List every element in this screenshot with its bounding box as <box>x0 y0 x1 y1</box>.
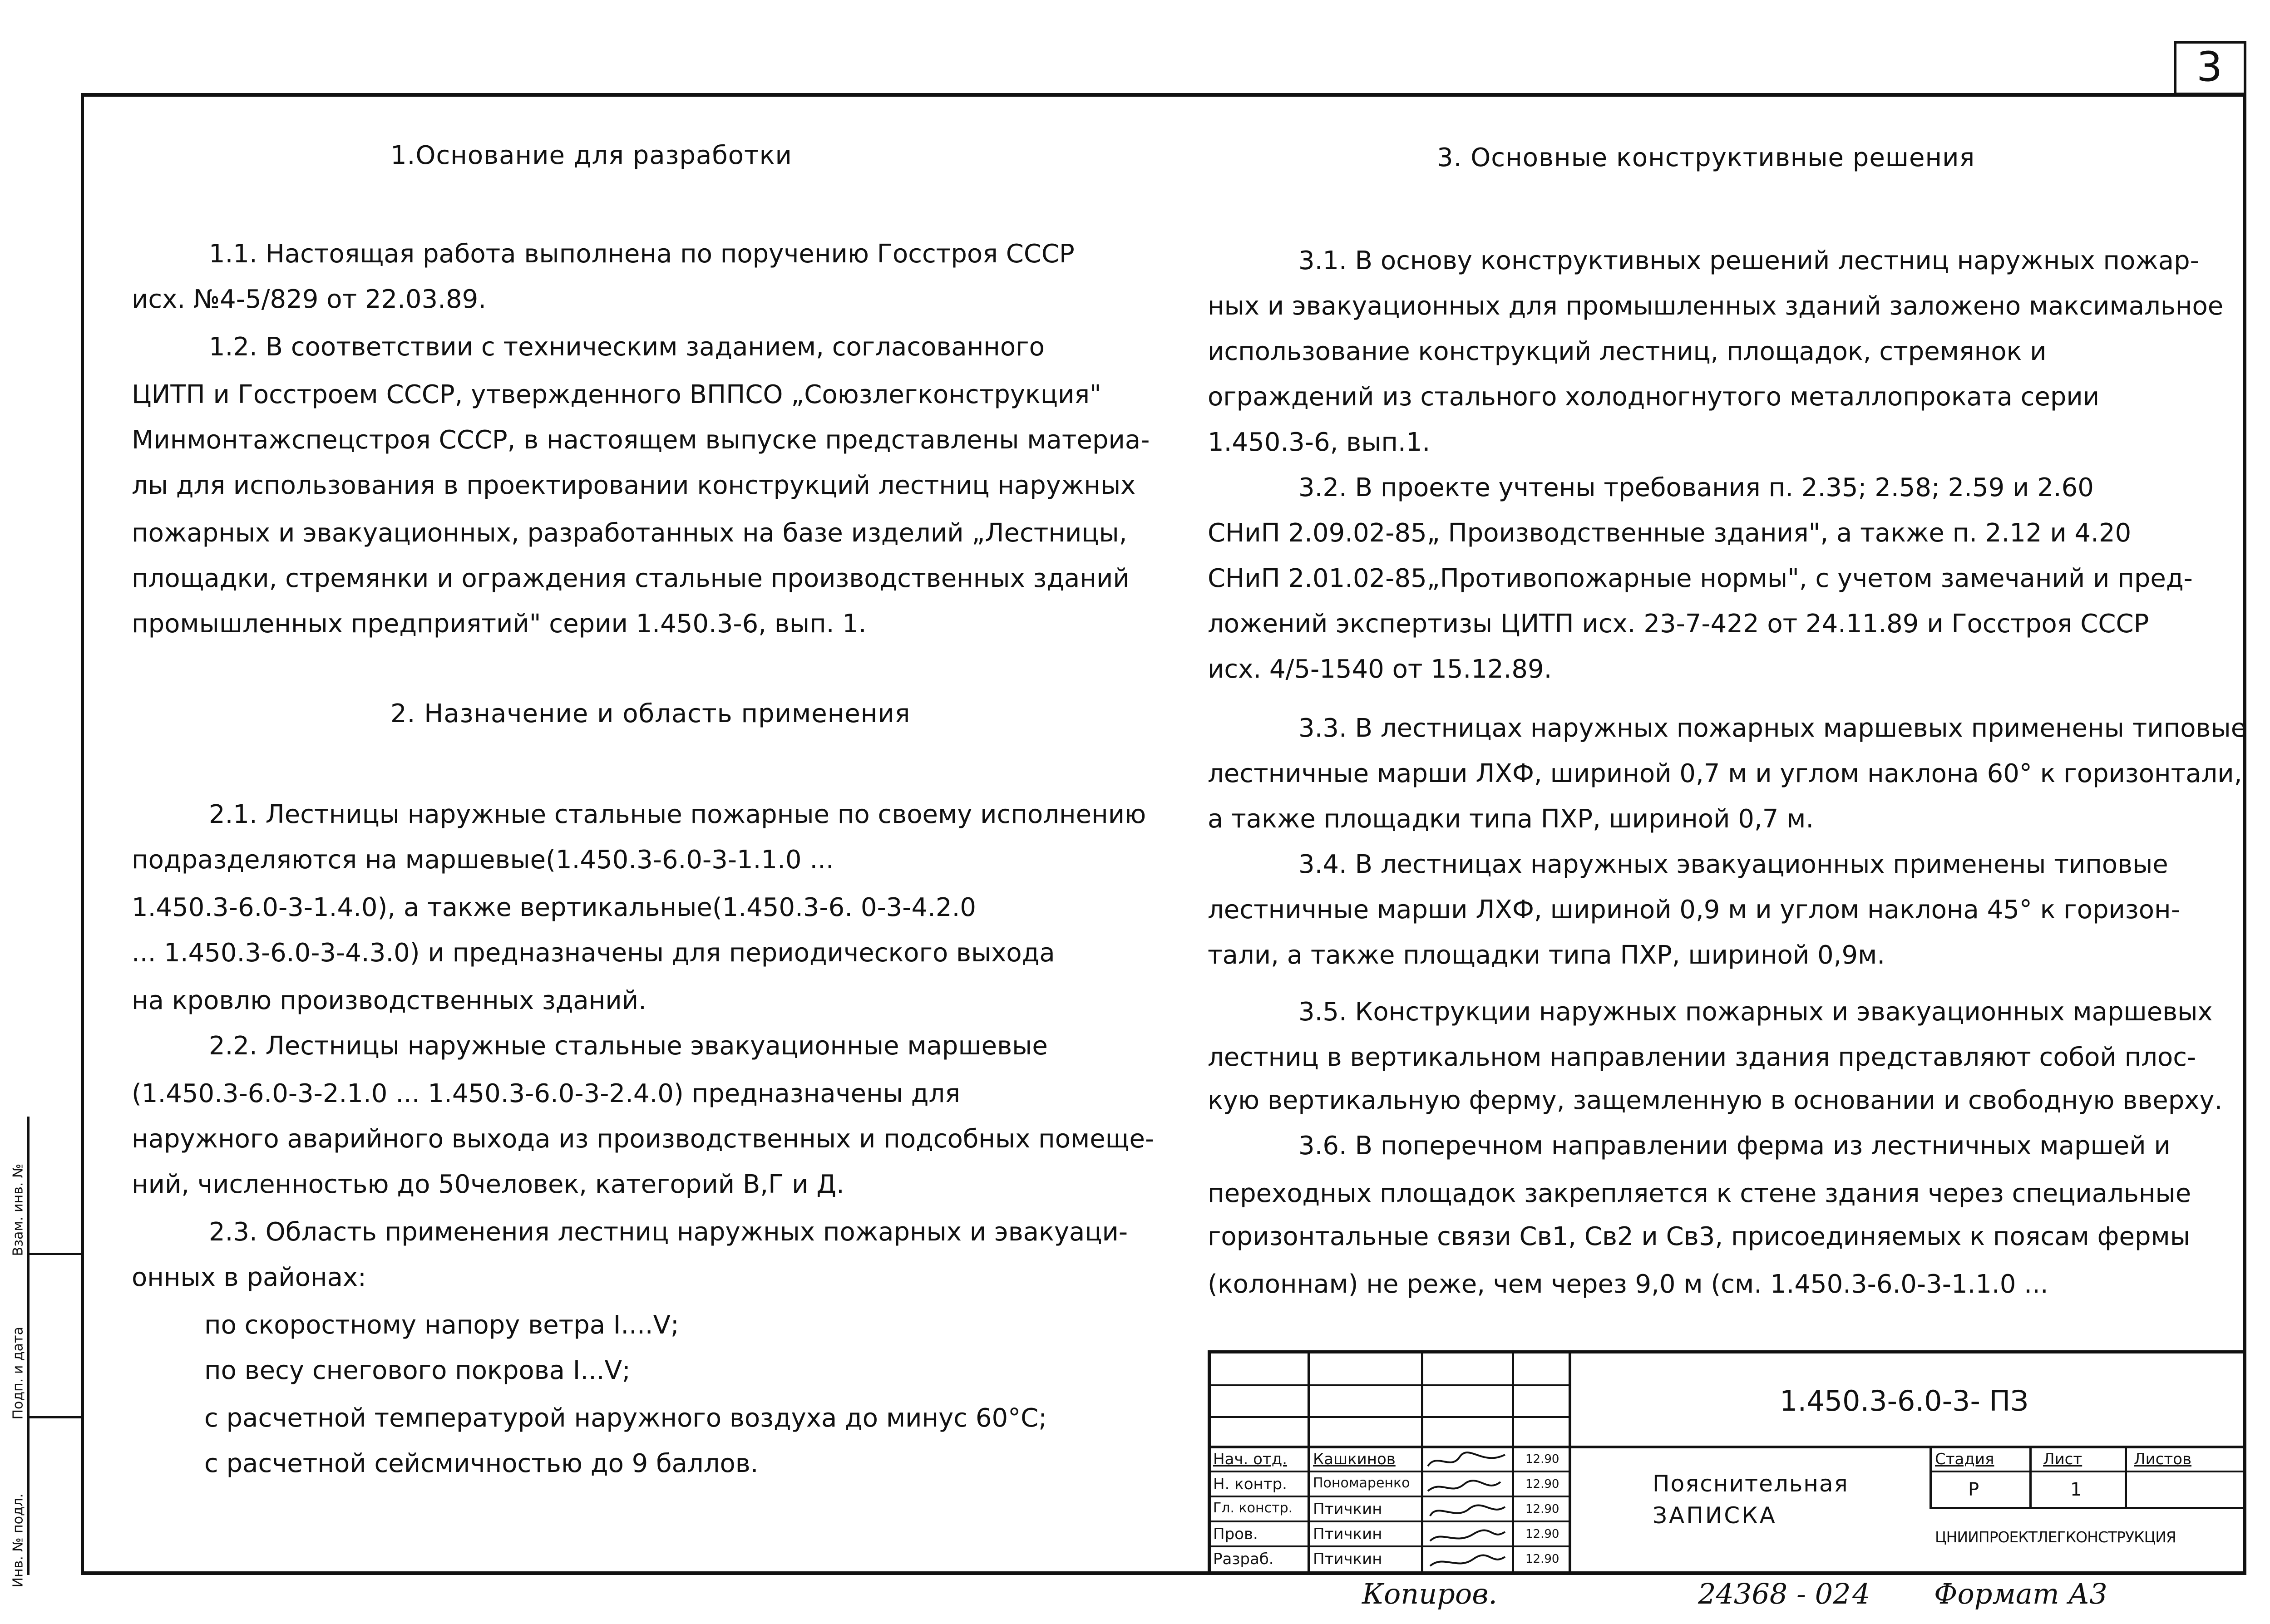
tb-hline-5 <box>1208 1496 1571 1497</box>
name-1: Пономаренко <box>1313 1475 1410 1491</box>
s3-line-12: а также площадки типа ПХР, шириной 0,7 м. <box>1208 804 1814 834</box>
tb-hline-3 <box>1208 1446 2245 1448</box>
s2-line-3: ... 1.450.3-6.0-3-4.3.0) и предназначены для периодического выхода <box>132 938 1055 968</box>
s1-line-0: 1.1. Настоящая работа выполнена по поручению Госстроя СССР <box>209 239 1075 269</box>
role-1: Н. контр. <box>1213 1475 1287 1493</box>
inventory-sheet: 4 <box>1852 1577 1870 1610</box>
s2-line-4: на кровлю производственных зданий. <box>132 986 646 1015</box>
s1-line-2: 1.2. В соответствии с техническим заданием, согласованного <box>209 332 1045 362</box>
margin-label-sign: Подп. и дата <box>10 1327 26 1420</box>
signatures <box>1423 1448 1512 1573</box>
tb-vline-sheets <box>2125 1446 2127 1509</box>
sheet-header: Лист <box>2043 1450 2082 1468</box>
role-0: Нач. отд. <box>1213 1450 1288 1468</box>
s2-line-7: наружного аварийного выхода из производственных и подсобных помеще- <box>132 1124 1155 1154</box>
stage-value: Р <box>1968 1479 1979 1500</box>
s3-line-15: тали, а также площадки типа ПХР, шириной 0,9м. <box>1208 940 1885 970</box>
section1-title: 1.Основание для разработки <box>390 141 792 170</box>
s3-line-9: исх. 4/5-1540 от 15.12.89. <box>1208 655 1552 684</box>
sheet-number: 3 <box>2196 43 2223 91</box>
sheets-header: Листов <box>2134 1450 2192 1468</box>
date-3: 12.90 <box>1525 1527 1559 1541</box>
date-0: 12.90 <box>1525 1452 1559 1466</box>
tb-hline-6 <box>1208 1521 1571 1522</box>
stage-header: Стадия <box>1935 1450 1994 1468</box>
role-2: Гл. констр. <box>1213 1500 1293 1516</box>
s1-line-4: Минмонтажспецстроя СССР, в настоящем выпуске представлены материа- <box>132 425 1150 455</box>
tb-vline-4 <box>1569 1350 1571 1573</box>
s3-line-0: 3.1. В основу конструктивных решений лестниц наружных пожар- <box>1298 246 2199 276</box>
margin-strip-divider-2 <box>27 1416 82 1418</box>
tb-hline-2 <box>1208 1416 1571 1418</box>
role-3: Пров. <box>1213 1525 1258 1543</box>
signature-1 <box>1428 1452 1505 1466</box>
s2-line-13: с расчетной температурой наружного воздуха до минус 60°С; <box>204 1403 1047 1433</box>
s3-line-11: лестничные марши ЛХФ, шириной 0,7 м и углом наклона 60° к горизонтали, <box>1208 759 2242 788</box>
s3-line-18: кую вертикальную ферму, защемленную в основании и свободную вверху. <box>1208 1086 2223 1115</box>
name-3: Птичкин <box>1313 1525 1382 1543</box>
s1-line-3: ЦИТП и Госстроем СССР, утвержденного ВППСО „Союзлегконструкция" <box>132 380 1101 409</box>
s3-line-16: 3.5. Конструкции наружных пожарных и эвакуационных маршевых <box>1298 997 2213 1027</box>
s3-line-22: (колоннам) не реже, чем через 9,0 м (см. 1.450.3-6.0-3-1.1.0 ... <box>1208 1270 2048 1299</box>
s1-line-8: промышленных предприятий" серии 1.450.3-6, вып. 1. <box>132 609 867 639</box>
s3-line-10: 3.3. В лестницах наружных пожарных маршевых применены типовые <box>1298 714 2247 743</box>
frame-left <box>81 93 84 1575</box>
date-2: 12.90 <box>1525 1502 1559 1516</box>
s2-line-2: 1.450.3-6.0-3-1.4.0), а также вертикальные(1.450.3-6. 0-3-4.2.0 <box>132 893 977 922</box>
s1-line-6: пожарных и эвакуационных, разработанных на базе изделий „Лестницы, <box>132 518 1127 548</box>
s2-line-14: с расчетной сейсмичностью до 9 баллов. <box>204 1449 759 1478</box>
s3-line-6: СНиП 2.09.02-85„ Производственные здания", а также п. 2.12 и 4.20 <box>1208 518 2132 548</box>
s2-line-10: онных в районах: <box>132 1263 366 1292</box>
s3-line-13: 3.4. В лестницах наружных эвакуационных применены типовые <box>1298 850 2168 879</box>
document-title-line1: Пояснительная <box>1653 1471 1849 1497</box>
s3-line-19: 3.6. В поперечном направлении ферма из лестничных маршей и <box>1298 1131 2171 1161</box>
s3-line-7: СНиП 2.01.02-85„Противопожарные нормы", с учетом замечаний и пред- <box>1208 564 2193 593</box>
tb-hline-stage <box>1930 1471 2245 1472</box>
name-2: Птичкин <box>1313 1500 1382 1518</box>
margin-label-inv: Инв. № подл. <box>10 1493 26 1588</box>
document-title-line2: ЗАПИСКА <box>1653 1502 1777 1529</box>
s3-line-3: ограждений из стального холодногнутого металлопроката серии <box>1208 382 2100 412</box>
s2-line-12: по весу снегового покрова I...V; <box>204 1356 631 1385</box>
s3-line-17: лестниц в вертикальном направлении здания представляют собой плос- <box>1208 1043 2196 1072</box>
name-0: Кашкинов <box>1313 1450 1396 1468</box>
date-4: 12.90 <box>1525 1552 1559 1566</box>
section2-title: 2. Назначение и область применения <box>390 699 911 728</box>
frame-top <box>81 93 2246 97</box>
signature-3 <box>1430 1505 1505 1516</box>
s1-line-5: лы для использования в проектировании конструкций лестниц наружных <box>132 471 1136 500</box>
s1-line-1: исх. №4-5/829 от 22.03.89. <box>132 285 487 314</box>
s2-line-0: 2.1. Лестницы наружные стальные пожарные по своему исполнению <box>209 800 1146 829</box>
margin-strip-line <box>27 1117 30 1575</box>
section3-title: 3. Основные конструктивные решения <box>1437 143 1975 172</box>
s3-line-20: переходных площадок закрепляется к стене здания через специальные <box>1208 1179 2191 1208</box>
role-4: Разраб. <box>1213 1550 1274 1568</box>
s2-line-6: (1.450.3-6.0-3-2.1.0 ... 1.450.3-6.0-3-2.4.0) предназначены для <box>132 1079 960 1108</box>
s3-line-8: ложений экспертизы ЦИТП исх. 23-7-422 от 24.11.89 и Госстроя СССР <box>1208 609 2149 639</box>
s2-line-9: 2.3. Область применения лестниц наружных пожарных и эвакуаци- <box>209 1217 1128 1247</box>
tb-hline-1 <box>1208 1384 1571 1386</box>
s2-line-11: по скоростному напору ветра I....V; <box>204 1310 679 1340</box>
document-code: 1.450.3-6.0-3- ПЗ <box>1780 1384 2028 1417</box>
s2-line-1: подразделяются на маршевые(1.450.3-6.0-3-1.1.0 ... <box>132 845 834 875</box>
s3-line-4: 1.450.3-6, вып.1. <box>1208 428 1431 457</box>
margin-label-replace: Взам. инв. № <box>10 1163 26 1256</box>
s3-line-1: ных и эвакуационных для промышленных зданий заложено максимальное <box>1208 291 2224 321</box>
tb-hline-org <box>1930 1507 2245 1509</box>
s2-line-5: 2.2. Лестницы наружные стальные эвакуационные маршевые <box>209 1031 1048 1061</box>
name-4: Птичкин <box>1313 1550 1382 1568</box>
s3-line-5: 3.2. В проекте учтены требования п. 2.35; 2.58; 2.59 и 2.60 <box>1298 473 2094 502</box>
tb-vline-sheet <box>2029 1446 2032 1509</box>
tb-vline-3 <box>1512 1350 1514 1573</box>
signature-2 <box>1428 1481 1500 1491</box>
s3-line-14: лестничные марши ЛХФ, шириной 0,9 м и углом наклона 45° к горизон- <box>1208 895 2180 925</box>
inventory-number: 24368 - 02 <box>1698 1577 1851 1610</box>
copied-label: Копиров. <box>1362 1577 1497 1610</box>
sheet-value: 1 <box>2070 1479 2082 1500</box>
s1-line-7: площадки, стремянки и ограждения стальные производственных зданий <box>132 564 1130 593</box>
tb-vline-1 <box>1308 1350 1310 1573</box>
tb-hline-4 <box>1208 1471 1571 1472</box>
organization-name: ЦНИИПРОЕКТЛЕГКОНСТРУКЦИЯ <box>1935 1528 2176 1546</box>
s3-line-2: использование конструкций лестниц, площадок, стремянок и <box>1208 337 2047 366</box>
signature-5 <box>1430 1555 1505 1566</box>
s2-line-8: ний, численностью до 50человек, категорий В,Г и Д. <box>132 1170 844 1199</box>
signature-4 <box>1430 1530 1505 1541</box>
margin-strip-divider-1 <box>27 1253 82 1255</box>
tb-hline-7 <box>1208 1545 1571 1547</box>
date-1: 12.90 <box>1525 1477 1559 1491</box>
format-label: Формат А3 <box>1934 1577 2107 1610</box>
s3-line-21: горизонтальные связи Св1, Св2 и Св3, присоединяемых к поясам фермы <box>1208 1222 2190 1251</box>
tb-vline-stage <box>1930 1446 1932 1509</box>
